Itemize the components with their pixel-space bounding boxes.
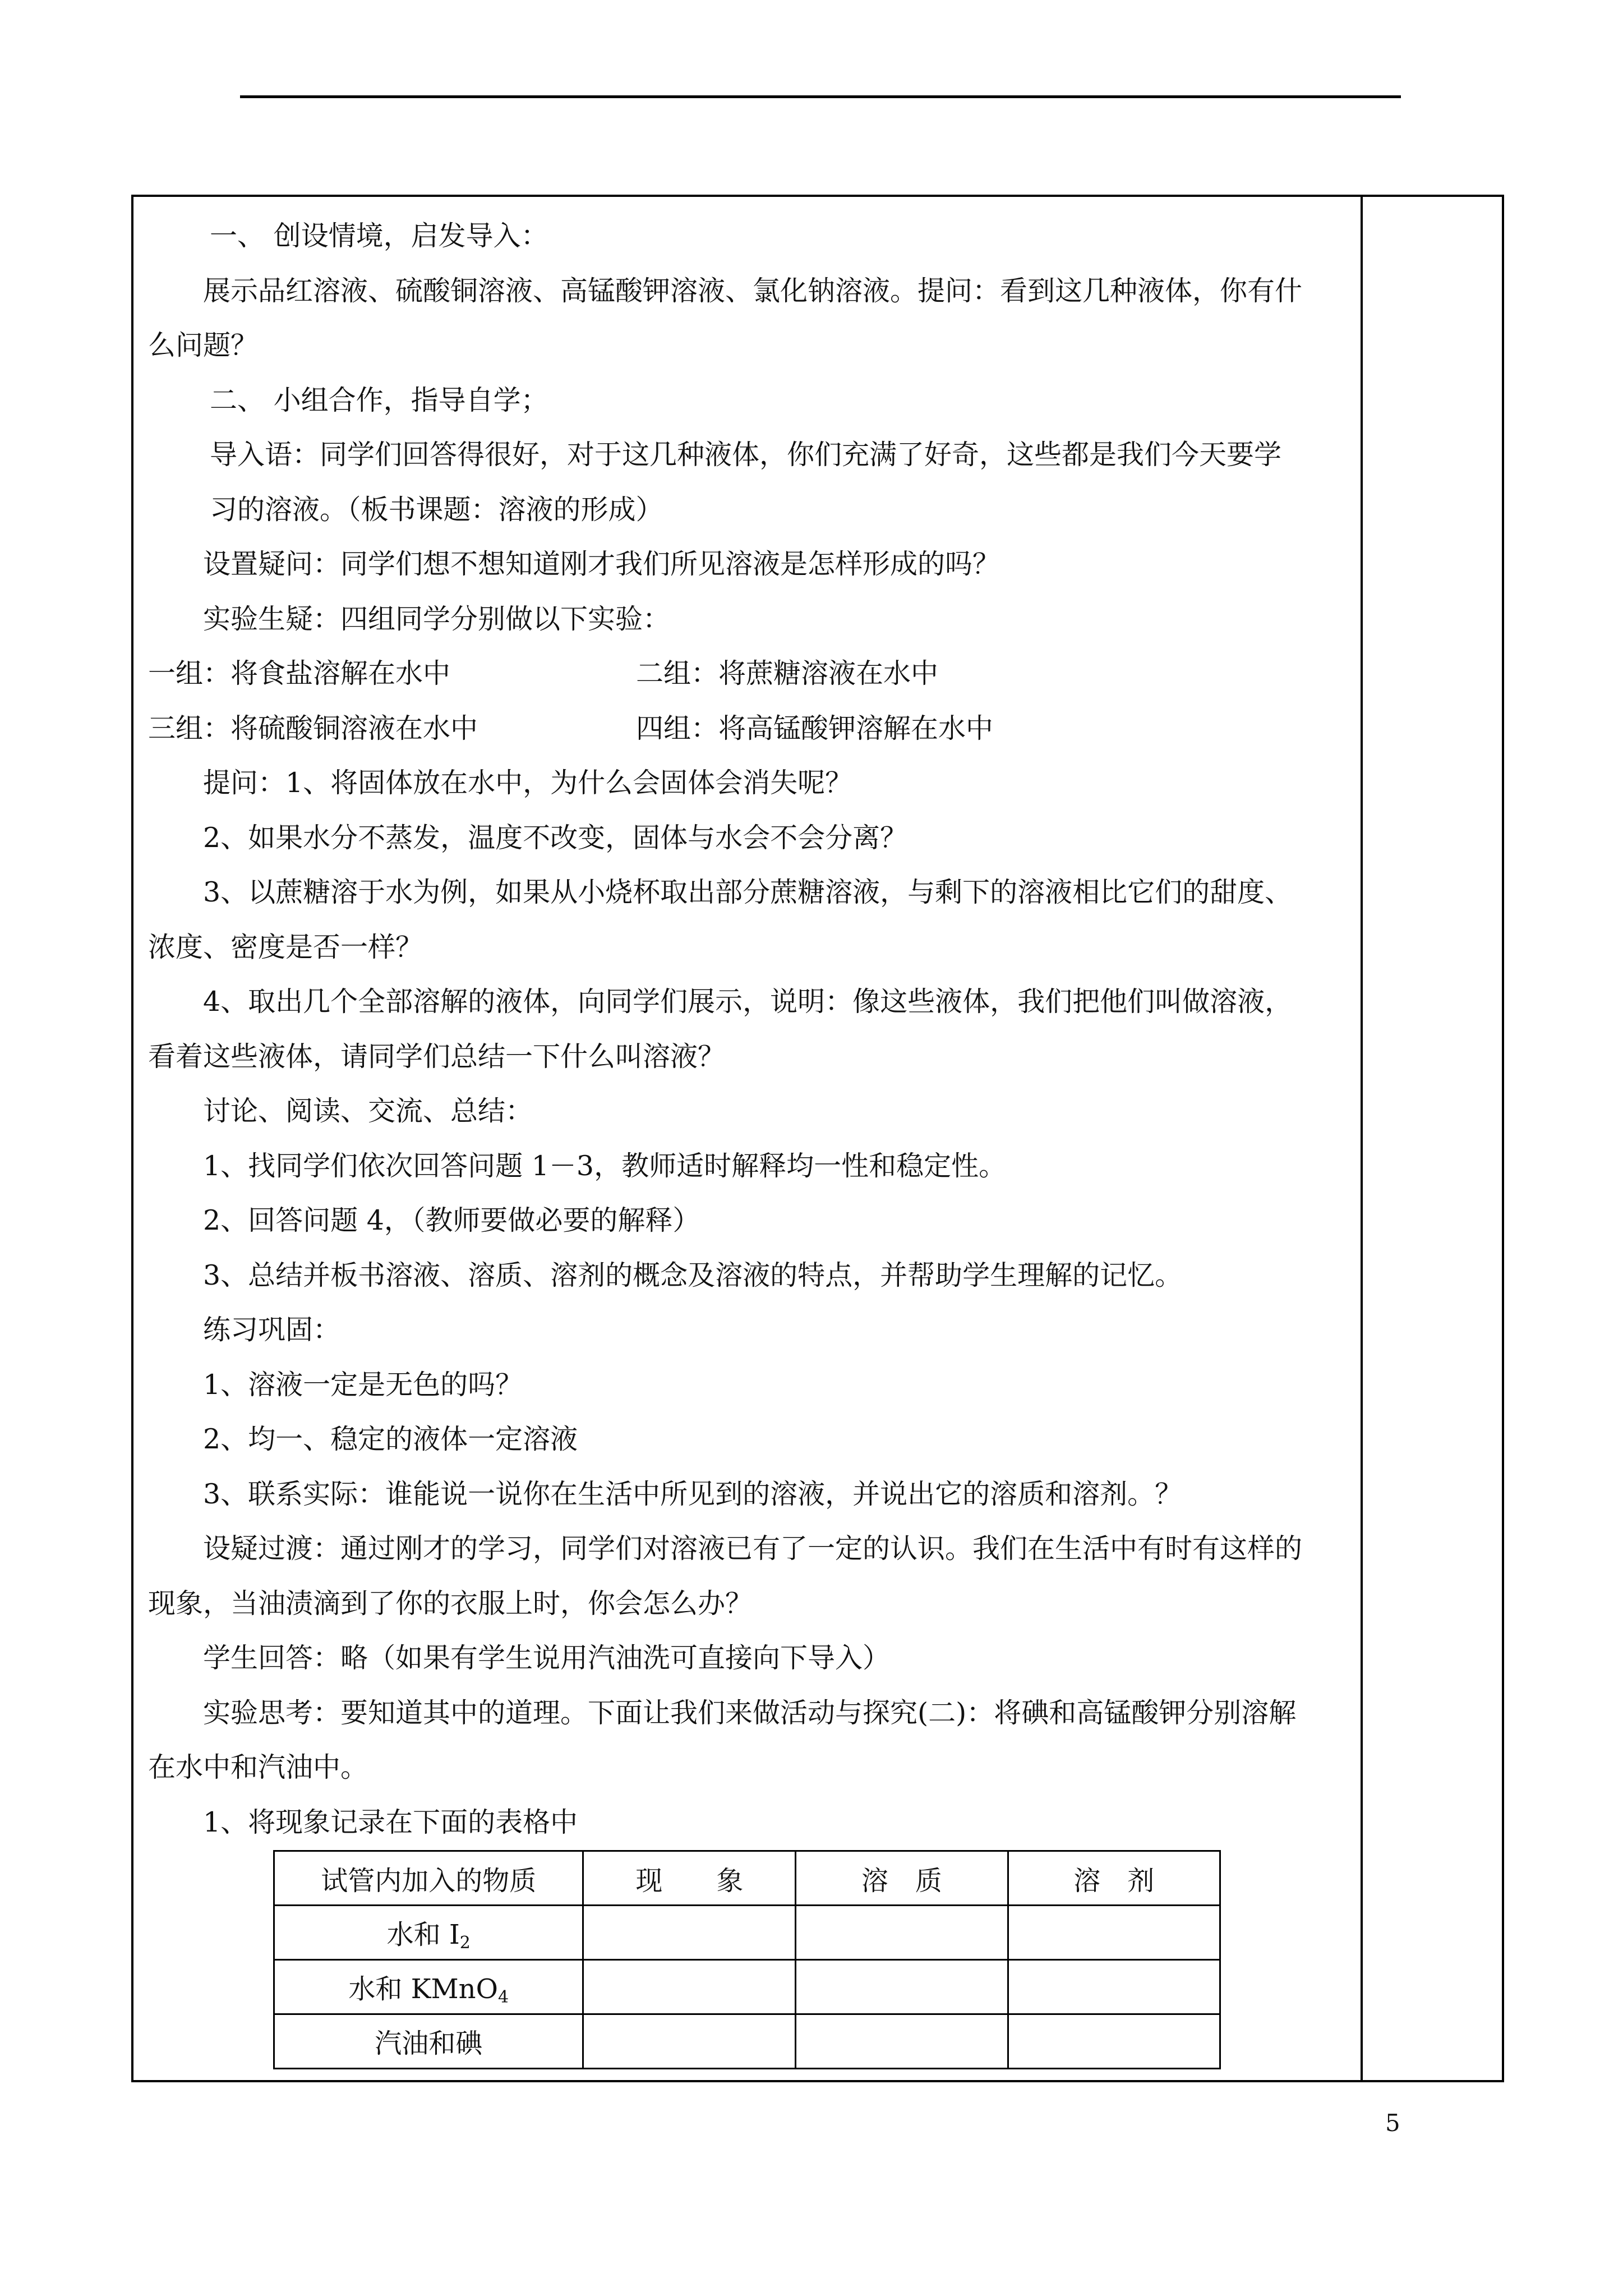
notes-column-divider: [1361, 195, 1363, 2082]
question-line: 看着这些液体，请同学们总结一下什么叫溶液？: [148, 1040, 726, 1073]
solute-cell[interactable]: [796, 2014, 1008, 2069]
section-heading-2: 二、 小组合作，指导自学；: [210, 384, 548, 416]
paragraph-line: 2、均一、稳定的液体一定溶液: [203, 1423, 578, 1455]
group-4: 四组：将高锰酸钾溶解在水中: [636, 712, 994, 744]
subscript: 2: [459, 1932, 471, 1953]
paragraph-line: 么问题？: [148, 329, 259, 361]
solute-cell[interactable]: [796, 1906, 1008, 1960]
table-header-cell: 溶 剂: [1008, 1851, 1220, 1906]
solvent-cell[interactable]: [1008, 1906, 1220, 1960]
question-line: 4、取出几个全部溶解的液体，向同学们展示，说明：像这些液体，我们把他们叫做溶液，: [203, 986, 1293, 1018]
table-header-cell: 溶 质: [796, 1851, 1008, 1906]
substance-cell: [274, 1906, 583, 1960]
paragraph-line: 学生回答：略（如果有学生说用汽油洗可直接向下导入）: [203, 1642, 891, 1674]
paragraph-line: 现象，当油渍滴到了你的衣服上时，你会怎么办？: [148, 1587, 753, 1619]
paragraph-line: 在水中和汽油中。: [148, 1751, 368, 1783]
phenomenon-cell[interactable]: [583, 1906, 796, 1960]
paragraph-line: 1、溶液一定是无色的吗？: [203, 1368, 523, 1401]
lesson-content: [148, 209, 1348, 1849]
table-row: [274, 1960, 1220, 2014]
paragraph-line: 1、将现象记录在下面的表格中: [203, 1806, 578, 1838]
group-1: 一组：将食盐溶解在水中: [148, 657, 451, 689]
paragraph-line: 设疑过渡：通过刚才的学习，同学们对溶液已有了一定的认识。我们在生活中有时有这样的: [203, 1533, 1303, 1565]
subscript: 4: [497, 1987, 509, 2007]
table-header-cell: 试管内加入的物质: [274, 1851, 583, 1906]
paragraph-line: 3、联系实际：谁能说一说你在生活中所见到的溶液，并说出它的溶质和溶剂。？: [203, 1478, 1183, 1510]
table-row: [274, 2014, 1220, 2069]
solute-cell[interactable]: [796, 1960, 1008, 2014]
paragraph-line: 讨论、阅读、交流、总结：: [203, 1095, 533, 1127]
paragraph-line: 导入语：同学们回答得很好，对于这几种液体，你们充满了好奇，这些都是我们今天要学: [210, 439, 1282, 471]
page-number: 5: [1385, 2109, 1400, 2137]
question-line: 2、如果水分不蒸发，温度不改变，固体与水会不会分离？: [203, 821, 908, 854]
table-row: [274, 1906, 1220, 1960]
solvent-cell[interactable]: [1008, 2014, 1220, 2069]
group-row: [148, 646, 1348, 701]
table-header-row: [274, 1851, 1220, 1906]
question-line: 3、以蔗糖溶于水为例，如果从小烧杯取出部分蔗糖溶液，与剩下的溶液相比它们的甜度、: [203, 876, 1293, 908]
phenomenon-cell[interactable]: [583, 1960, 796, 2014]
header-rule: [240, 95, 1401, 98]
substance-label: 汽油和碘: [375, 2027, 483, 2059]
paragraph-line: 习的溶液。（板书课题：溶液的形成）: [210, 493, 663, 526]
group-3: 三组：将硫酸铜溶液在水中: [148, 712, 478, 744]
group-row: [148, 701, 1348, 756]
paragraph-line: 实验生疑：四组同学分别做以下实验：: [203, 602, 671, 635]
substance-cell: [274, 2014, 583, 2069]
question-line: 浓度、密度是否一样？: [148, 931, 423, 963]
question-line: 提问：1、将固体放在水中，为什么会固体会消失呢？: [203, 767, 853, 799]
observation-table: [273, 1850, 1221, 2069]
section-heading-1: 一、 创设情境，启发导入：: [210, 220, 548, 252]
paragraph-line: 3、总结并板书溶液、溶质、溶剂的概念及溶液的特点，并帮助学生理解的记忆。: [203, 1259, 1183, 1291]
paragraph-line: 2、回答问题 4，（教师要做必要的解释）: [203, 1204, 700, 1236]
paragraph-line: 展示品红溶液、硫酸铜溶液、高锰酸钾溶液、氯化钠溶液。提问：看到这几种液体，你有什: [203, 274, 1303, 307]
group-2: 二组：将蔗糖溶液在水中: [636, 657, 939, 689]
paragraph-line: 实验思考：要知道其中的道理。下面让我们来做活动与探究(二)：将碘和高锰酸钾分别溶解: [203, 1696, 1297, 1729]
table-header-cell: 现 象: [583, 1851, 796, 1906]
substance-label: 水和 KMnO: [348, 1973, 498, 2005]
phenomenon-cell[interactable]: [583, 2014, 796, 2069]
substance-cell: [274, 1960, 583, 2014]
substance-label: 水和 I: [386, 1918, 460, 1950]
paragraph-line: 设置疑问：同学们想不想知道刚才我们所见溶液是怎样形成的吗？: [203, 548, 1000, 580]
solvent-cell[interactable]: [1008, 1960, 1220, 2014]
paragraph-line: 1、找同学们依次回答问题 1－3，教师适时解释均一性和稳定性。: [203, 1149, 1007, 1182]
paragraph-line: 练习巩固：: [203, 1314, 341, 1346]
